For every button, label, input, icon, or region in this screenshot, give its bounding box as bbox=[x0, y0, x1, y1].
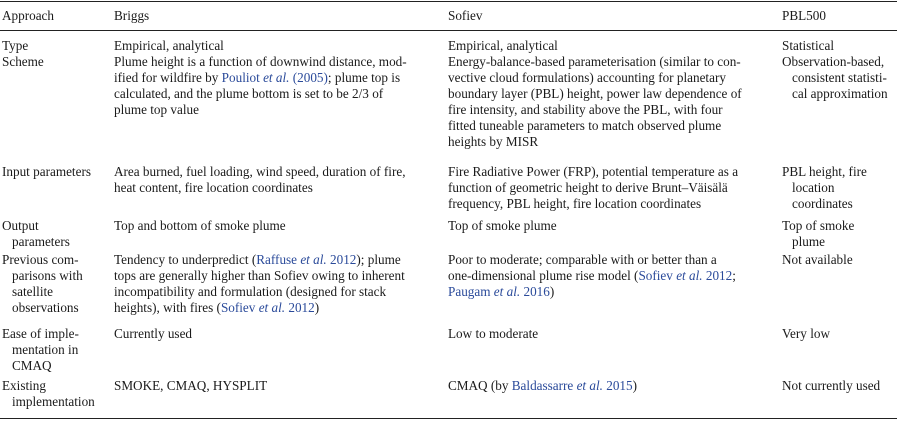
cell-line: observations bbox=[12, 300, 79, 315]
cell-line: Very low bbox=[782, 326, 830, 341]
cell-line: Low to moderate bbox=[448, 326, 539, 341]
sofiev-cell bbox=[448, 218, 557, 234]
cell-line: PBL height, fire bbox=[782, 164, 867, 179]
citation-link[interactable]: Sofiev et al. 2012 bbox=[638, 268, 733, 283]
cell-line: CMAQ (by Baldassarre et al. 2015) bbox=[448, 378, 638, 393]
pbl500-cell bbox=[782, 326, 830, 342]
table-bottom-rule bbox=[0, 418, 897, 419]
pbl500-cell bbox=[782, 54, 888, 102]
row-label bbox=[2, 218, 70, 250]
pbl500-cell bbox=[782, 252, 853, 268]
cell-line: Tendency to underpredict (Raffuse et al. 2012); plume bbox=[114, 252, 401, 267]
citation-link[interactable]: Sofiev et al. 2012 bbox=[220, 300, 315, 315]
header-briggs: Briggs bbox=[114, 8, 150, 23]
cell-line: Not available bbox=[782, 252, 853, 267]
cell-line: Top and bottom of smoke plume bbox=[114, 218, 286, 233]
sofiev-cell bbox=[448, 54, 742, 150]
citation-link[interactable]: Pouliot et al. (2005) bbox=[221, 70, 328, 85]
cell-line: fire intensity, and stability above the PBL, with four bbox=[448, 102, 723, 117]
cell-line: one-dimensional plume rise model (Sofiev et al. 2012; bbox=[448, 268, 736, 283]
cell-line: vective cloud formulations) accounting for planetary bbox=[448, 70, 726, 85]
briggs-cell bbox=[114, 218, 286, 234]
header-approach: Approach bbox=[2, 8, 54, 23]
citation-link[interactable]: Raffuse et al. 2012 bbox=[256, 252, 357, 267]
table-top-rule bbox=[0, 1, 897, 2]
cell-line: Empirical, analytical bbox=[448, 38, 558, 53]
cell-line: Plume height is a function of downwind distance, mod- bbox=[114, 54, 407, 69]
cell-line: fitted tuneable parameters to match observed plume bbox=[448, 118, 722, 133]
row-label bbox=[2, 38, 28, 54]
cell-line: consistent statisti- bbox=[792, 70, 887, 85]
header-pbl500: PBL500 bbox=[782, 8, 826, 23]
row-label bbox=[2, 326, 79, 374]
cell-line: Paugam et al. 2016) bbox=[448, 284, 555, 299]
cell-line: plume top value bbox=[114, 102, 199, 117]
cell-line: Statistical bbox=[782, 38, 835, 53]
cell-line: Not currently used bbox=[782, 378, 881, 393]
pbl500-cell bbox=[782, 218, 854, 250]
cell-line: mentation in bbox=[12, 342, 79, 357]
cell-line: parameters bbox=[12, 234, 70, 249]
cell-line: Area burned, fuel loading, wind speed, duration of fire, bbox=[114, 164, 406, 179]
briggs-cell bbox=[114, 378, 267, 394]
cell-line: Output bbox=[2, 218, 39, 233]
row-label bbox=[2, 164, 91, 180]
cell-line: Scheme bbox=[2, 54, 44, 69]
pbl500-cell bbox=[782, 164, 867, 212]
cell-line: tops are generally higher than Sofiev owing to inherent bbox=[114, 268, 405, 283]
sofiev-cell bbox=[448, 38, 558, 54]
row-label bbox=[2, 378, 95, 410]
pbl500-cell bbox=[782, 378, 880, 394]
cell-line: function of geometric height to derive Brunt–Väisälä bbox=[448, 180, 728, 195]
cell-line: Poor to moderate; comparable with or better than a bbox=[448, 252, 717, 267]
cell-line: Ease of imple- bbox=[2, 326, 79, 341]
cell-line: heights by MISR bbox=[448, 134, 539, 149]
briggs-cell bbox=[114, 252, 405, 316]
cell-line: Currently used bbox=[114, 326, 193, 341]
cell-line: Previous com- bbox=[2, 252, 79, 267]
cell-line: Input parameters bbox=[2, 164, 91, 179]
cell-line: Fire Radiative Power (FRP), potential temperature as a bbox=[448, 164, 739, 179]
row-label bbox=[2, 252, 83, 316]
cell-line: incompatibility and formulation (designed for stack bbox=[114, 284, 387, 299]
cell-line: CMAQ bbox=[12, 358, 52, 373]
cell-line: coordinates bbox=[792, 196, 853, 211]
cell-line: boundary layer (PBL) height, power law dependence of bbox=[448, 86, 742, 101]
cell-line: plume bbox=[792, 234, 825, 249]
cell-line: heat content, fire location coordinates bbox=[114, 180, 313, 195]
cell-line: location bbox=[792, 180, 835, 195]
cell-line: SMOKE, CMAQ, HYSPLIT bbox=[114, 378, 268, 393]
cell-line: Top of smoke plume bbox=[448, 218, 557, 233]
briggs-cell bbox=[114, 38, 224, 54]
sofiev-cell bbox=[448, 326, 538, 342]
briggs-cell bbox=[114, 54, 407, 118]
cell-line: Energy-balance-based parameterisation (similar to con- bbox=[448, 54, 741, 69]
cell-line: Existing bbox=[2, 378, 46, 393]
cell-line: Top of smoke bbox=[782, 218, 855, 233]
pbl500-cell bbox=[782, 38, 834, 54]
cell-line: calculated, and the plume bottom is set to be 2/3 of bbox=[114, 86, 384, 101]
cell-line: Observation-based, bbox=[782, 54, 885, 69]
sofiev-cell bbox=[448, 378, 637, 394]
cell-line: cal approximation bbox=[792, 86, 888, 101]
cell-line: satellite bbox=[12, 284, 54, 299]
citation-link[interactable]: Paugam et al. 2016 bbox=[448, 284, 550, 299]
header-sofiev: Sofiev bbox=[448, 8, 483, 23]
cell-line: Type bbox=[2, 38, 29, 53]
briggs-cell bbox=[114, 326, 192, 342]
sofiev-cell bbox=[448, 252, 736, 300]
row-label bbox=[2, 54, 44, 70]
cell-line: ified for wildfire by Pouliot et al. (2005); plume top is bbox=[114, 70, 401, 85]
citation-link[interactable]: Baldassarre et al. 2015 bbox=[511, 378, 633, 393]
cell-line: Empirical, analytical bbox=[114, 38, 224, 53]
cell-line: frequency, PBL height, fire location coordinates bbox=[448, 196, 702, 211]
cell-line: implementation bbox=[12, 394, 95, 409]
cell-line: parisons with bbox=[12, 268, 83, 283]
sofiev-cell bbox=[448, 164, 738, 212]
table-header-rule bbox=[0, 30, 897, 31]
briggs-cell bbox=[114, 164, 406, 196]
cell-line: heights), with fires (Sofiev et al. 2012) bbox=[114, 300, 320, 315]
